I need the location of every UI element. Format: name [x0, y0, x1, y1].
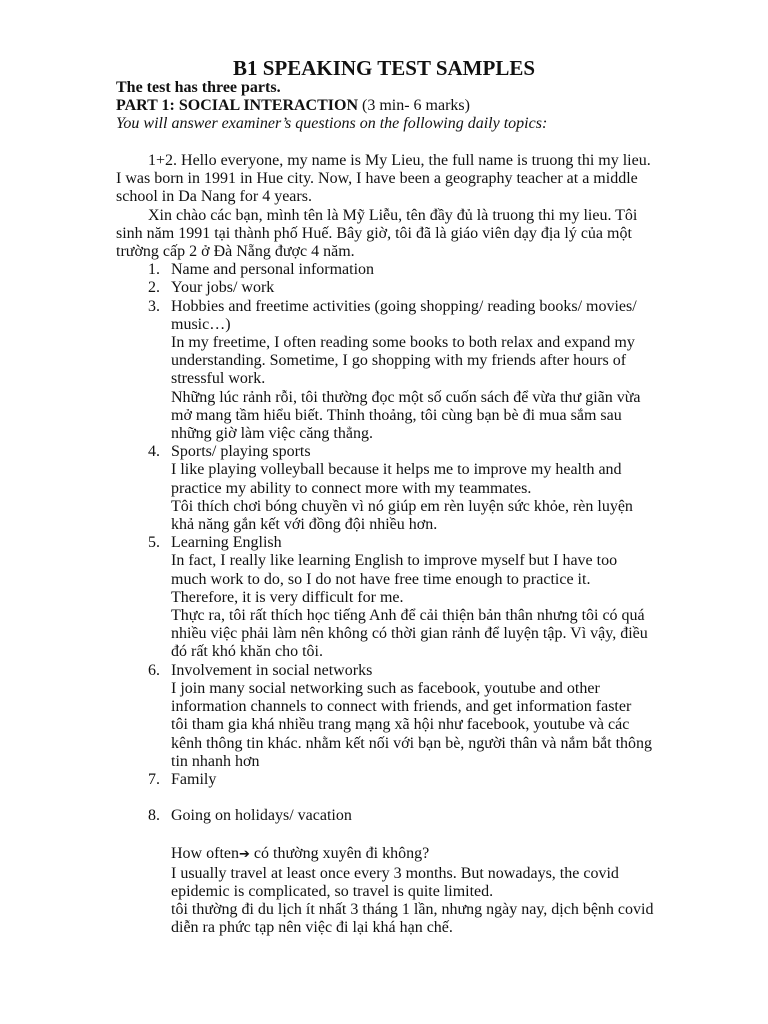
- topic-title: Learning English: [171, 534, 282, 552]
- answer-en: I usually travel at least once every 3 months. But nowadays, the covid epidemic is complicated, so travel is quite limited.: [171, 864, 619, 900]
- topic-title: Hobbies and freetime activities (going shopping/ reading books/ movies/ music…): [171, 297, 637, 333]
- intro-line: The test has three parts.: [116, 79, 281, 96]
- intro-paragraph-vi: Xin chào các bạn, mình tên là Mỹ Liễu, tên đầy đủ là truong thi my lieu. Tôi sinh năm 1991 tại thành phố Huế. Bây giờ, tôi đã là giáo viên dạy địa lý của một trường cấp 2 ở Đà Nẵng được 4 năm.: [116, 206, 638, 261]
- answer-vi: tôi tham gia khá nhiều trang mạng xã hội như facebook, youtube và các kênh thông tin khác. nhằm kết nối với bạn bè, người thân và nắm bắt thông tin nhanh hơn: [171, 716, 653, 770]
- part-detail: (3 min- 6 marks): [358, 97, 470, 115]
- item-number: 6.: [148, 661, 160, 679]
- spacer: [171, 825, 656, 845]
- item-number: 7.: [148, 770, 160, 788]
- document-body: [116, 152, 656, 937]
- part-label: PART 1: SOCIAL INTERACTION: [116, 97, 358, 115]
- spacer: [116, 789, 656, 807]
- page-title: B1 SPEAKING TEST SAMPLES: [232, 56, 536, 80]
- question-vi: có thường xuyên đi không?: [249, 845, 430, 863]
- part-heading: [116, 97, 676, 115]
- topic-title: Your jobs/ work: [171, 279, 275, 297]
- answer-en: In fact, I really like learning English to improve myself but I have too much work to do, so I do not have free time enough to practice it. Therefore, it is very difficult for me.: [171, 552, 618, 606]
- topic-title: Name and personal information: [171, 261, 375, 279]
- topic-title: Going on holidays/ vacation: [171, 807, 352, 825]
- answer-en: I join many social networking such as facebook, youtube and other information channels to connect with friends, and get information faster: [171, 679, 632, 716]
- item-number: 8.: [148, 807, 160, 825]
- list-item: [116, 534, 656, 661]
- topic-title: Sports/ playing sports: [171, 443, 311, 461]
- item-number: 5.: [148, 534, 160, 552]
- list-item: [116, 298, 656, 444]
- list-item: [116, 443, 656, 534]
- answer-en: I like playing volleyball because it helps me to improve my health and practice my ability to connect more with my teammates.: [171, 461, 622, 497]
- item-number: 4.: [148, 443, 160, 461]
- answer-en: In my freetime, I often reading some books to both relax and expand my understanding. Sometime, I go shopping with my friends after hours of stressful work.: [171, 334, 635, 388]
- instruction-text: You will answer examiner’s questions on the following daily topics:: [116, 115, 548, 133]
- list-item: [116, 279, 656, 297]
- item-number: 2.: [148, 279, 160, 297]
- answer-vi: Tôi thích chơi bóng chuyền vì nó giúp em rèn luyện sức khỏe, rèn luyện khả năng gắn kết với đồng đội nhiều hơn.: [171, 497, 633, 534]
- list-item: [116, 807, 656, 937]
- list-item: [116, 662, 656, 771]
- arrow-right-icon: ➔: [238, 847, 250, 863]
- list-item: [116, 261, 656, 279]
- topic-list: [116, 261, 656, 937]
- item-number: 1.: [148, 261, 160, 279]
- answer-vi: Những lúc rảnh rỗi, tôi thường đọc một số cuốn sách để vừa thư giãn vừa mở mang tầm hiểu biết. Thỉnh thoảng, tôi cùng bạn bè đi mua sắm sau những giờ làm việc căng thẳng.: [171, 388, 641, 443]
- intro-paragraph-en: 1+2. Hello everyone, my name is My Lieu, the full name is truong thi my lieu. I was born in 1991 in Hue city. Now, I have been a geography teacher at a middle school in Da Nang for 4 years.: [116, 152, 651, 206]
- test-intro: [116, 79, 676, 134]
- answer-vi: Thực ra, tôi rất thích học tiếng Anh để cải thiện bản thân nhưng tôi có quá nhiều việc phải làm nên không có thời gian rảnh để luyện tập. Vì vậy, điều đó rất khó khăn cho tôi.: [171, 607, 648, 661]
- list-item: [116, 771, 656, 789]
- answer-vi: tôi thường đi du lịch ít nhất 3 tháng 1 lần, nhưng ngày nay, dịch bệnh covid diễn ra phức tạp nên việc đi lại khá hạn chế.: [171, 900, 654, 937]
- question-line: [171, 845, 656, 864]
- item-number: 3.: [148, 297, 160, 315]
- topic-title: Family: [171, 770, 217, 788]
- question-en: How often: [171, 845, 239, 863]
- topic-title: Involvement in social networks: [171, 661, 373, 679]
